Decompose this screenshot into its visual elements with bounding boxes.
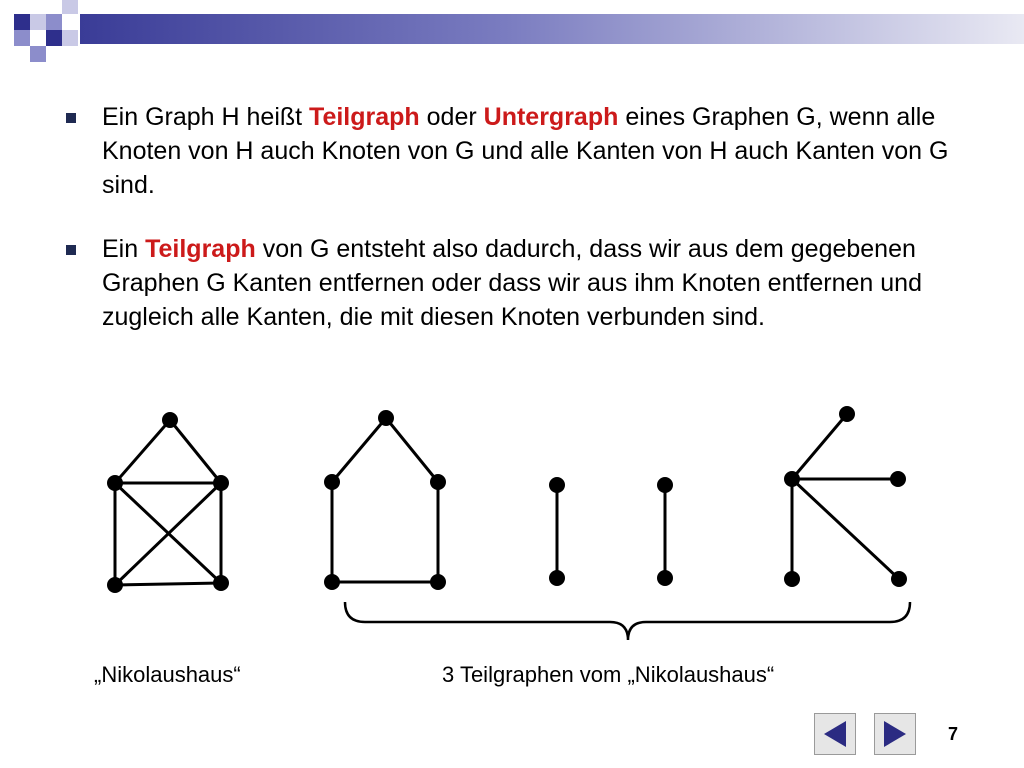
graph-node [324, 574, 340, 590]
graph-teilgraph-2 [549, 477, 673, 586]
triangle-left-icon [815, 714, 855, 754]
term-untergraph: Untergraph [483, 103, 619, 131]
graph-node [891, 571, 907, 587]
graph-node [839, 406, 855, 422]
graph-node [107, 577, 123, 593]
graph-teilgraph-3 [784, 406, 907, 587]
graph-edge [115, 420, 170, 483]
header-square [30, 46, 46, 62]
graph-node [784, 571, 800, 587]
graph-edge [170, 420, 221, 483]
graph-edge [332, 418, 386, 482]
bullet-square-icon [66, 245, 76, 255]
caption-nikolaushaus: „Nikolaushaus“ [94, 662, 241, 687]
graph-node [162, 412, 178, 428]
bullet-item [62, 100, 962, 202]
graph-edge [792, 414, 847, 479]
graph-edge [115, 583, 221, 585]
header-square [30, 14, 46, 30]
graph-node [784, 471, 800, 487]
bullet-text: von G entsteht also dadurch, dass wir aus dem gegebenen Graphen G Kanten entfernen oder dass wir aus ihm Knoten entfernen und zugleich alle Kanten, die mit diesen Knoten verbunden sind. [102, 235, 922, 331]
graph-node [107, 475, 123, 491]
curly-brace [345, 602, 910, 640]
graph-node [657, 477, 673, 493]
graph-node [213, 475, 229, 491]
graph-edge [386, 418, 438, 482]
term-teilgraph: Teilgraph [145, 235, 256, 263]
graph-node [549, 570, 565, 586]
header-square [62, 0, 78, 14]
page-number: 7 [948, 724, 959, 744]
graph-node [657, 570, 673, 586]
previous-slide-button[interactable] [814, 713, 856, 755]
bullet-square-icon [66, 113, 76, 123]
graph-node [378, 410, 394, 426]
caption-teilgraphen: 3 Teilgraphen vom „Nikolaushaus“ [442, 662, 775, 687]
bullet-text: oder [419, 103, 484, 131]
bullet-list [62, 100, 962, 364]
graph-teilgraph-1 [324, 410, 446, 590]
bullet-text: eines Graphen G, wenn alle Knoten von H auch Knoten von G und alle Kanten von H auch Kanten von G sind. [102, 103, 949, 199]
graph-edge [792, 479, 899, 579]
graph-node [213, 575, 229, 591]
header-square [14, 14, 30, 30]
graph-figure [0, 395, 1024, 665]
header-bar [80, 14, 1024, 44]
triangle-right-icon [875, 714, 915, 754]
bullet-text: Ein [102, 235, 146, 263]
header-square [62, 30, 78, 46]
next-slide-button[interactable] [874, 713, 916, 755]
graph-node [324, 474, 340, 490]
header-square [14, 30, 30, 46]
graph-node [430, 574, 446, 590]
bullet-text: Ein Graph H heißt [102, 103, 310, 131]
bullet-item [62, 232, 962, 334]
graph-node [430, 474, 446, 490]
graph-nikolaushaus [107, 412, 229, 593]
graph-node [890, 471, 906, 487]
term-teilgraph: Teilgraph [309, 103, 420, 131]
header-square [46, 30, 62, 46]
header-square [46, 14, 62, 30]
graph-node [549, 477, 565, 493]
